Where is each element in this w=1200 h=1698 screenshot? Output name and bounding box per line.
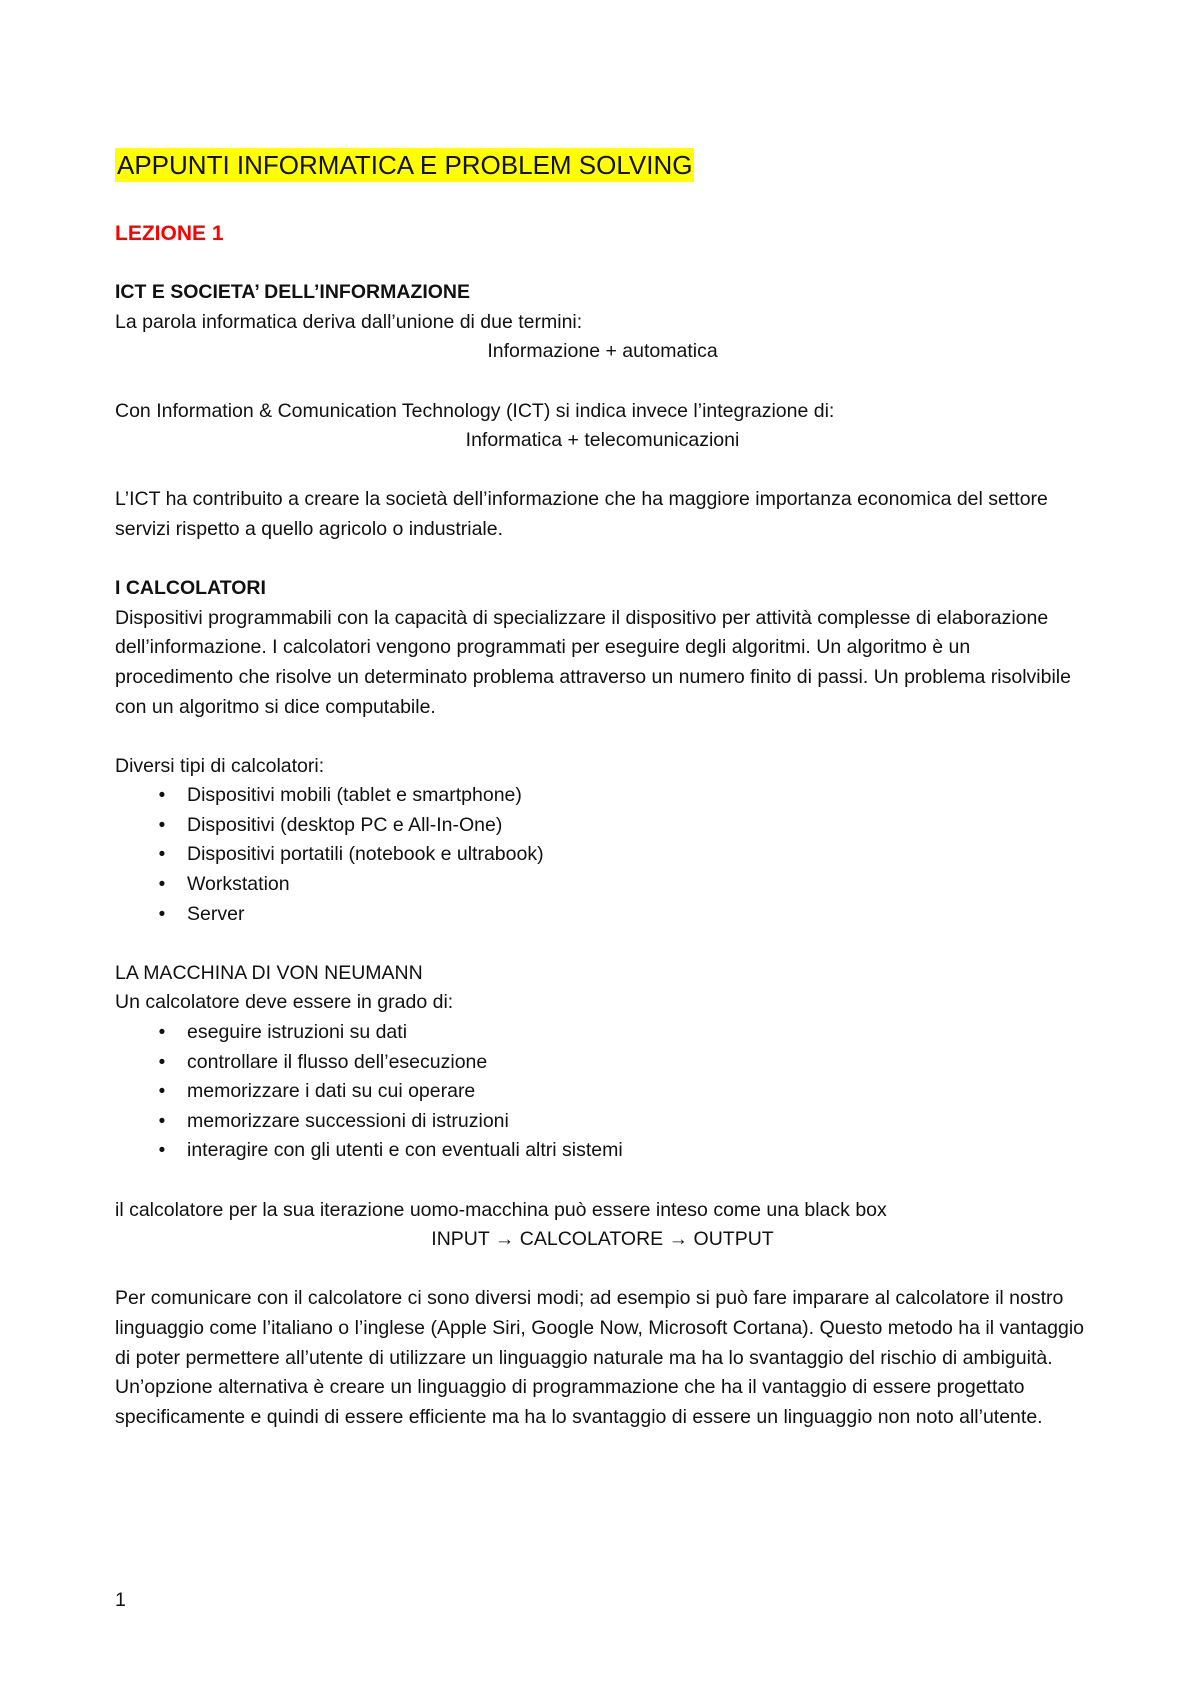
io-flow	[115, 1225, 1090, 1255]
list-item	[115, 781, 1090, 811]
list-item-text: memorizzare i dati su cui operare	[187, 1080, 476, 1103]
list-item-text: Dispositivi (desktop PC e All-In-One)	[187, 813, 503, 836]
list-item-text: memorizzare successioni di istruzioni	[187, 1109, 509, 1132]
arrow-right-icon: →	[494, 1228, 515, 1251]
bullet-icon: •	[158, 1081, 166, 1103]
bullet-icon: •	[158, 874, 166, 896]
section-calcolatori-paragraph: Dispositivi programmabili con la capacità di specializzare il dispositivo per attività complesse di elaborazione dell’informazione. I calcolatori vengono programmati per eseguire degli algoritmi. Un algoritmo è un procedimento che risolve un determinato problema attraverso un numero finito di passi. Un problema risolvibile con un algoritmo si dice computabile.	[115, 606, 1071, 718]
spacer	[115, 456, 1090, 486]
list-item-text: Workstation	[187, 873, 290, 896]
lesson-heading: LEZIONE 1	[115, 221, 224, 245]
list-item	[115, 840, 1090, 870]
spacer	[115, 545, 1090, 575]
formula-ict: Informatica + telecomunicazioni	[465, 429, 740, 452]
section-calcolatori-heading: I CALCOLATORI	[115, 577, 266, 600]
list-item-text: Dispositivi mobili (tablet e smartphone)	[187, 784, 522, 807]
section-von-neumann	[115, 959, 1090, 1433]
list-item-text: Server	[187, 902, 245, 925]
neumann-list	[115, 1018, 1090, 1166]
bullet-icon: •	[158, 1110, 166, 1132]
section-ict-paragraph: L’ICT ha contribuito a creare la società dell’informazione che ha maggiore importanza economica del settore servizi rispetto a quello agricolo o industriale.	[115, 488, 1048, 540]
list-item	[115, 1107, 1090, 1137]
flow-input: INPUT	[431, 1228, 490, 1251]
list-item	[115, 870, 1090, 900]
page-number: 1	[115, 1589, 126, 1611]
bullet-icon: •	[158, 903, 166, 925]
calcolatori-list	[115, 781, 1090, 929]
spacer	[115, 1255, 1090, 1285]
blackbox-sentence: il calcolatore per la sua iterazione uomo-macchina può essere inteso come una black box	[115, 1198, 887, 1221]
communication-paragraph: Per comunicare con il calcolatore ci sono diversi modi; ad esempio si può fare imparare al calcolatore il nostro linguaggio come l’italiano o l’inglese (Apple Siri, Google Now, Microsoft Cortana). Questo metodo ha il vantaggio di poter permettere all’utente di utilizzare un linguaggio naturale ma ha lo svantaggio del rischio di ambiguità.	[115, 1287, 1085, 1369]
list-item	[115, 1048, 1090, 1078]
bullet-icon: •	[158, 844, 166, 866]
list-item	[115, 1136, 1090, 1166]
list-item	[115, 1018, 1090, 1048]
section-calcolatori	[115, 574, 1090, 929]
section-ict-definition: Con Information & Comunication Technology (ICT) si indica invece l’integrazione di:	[115, 399, 835, 422]
document-title: APPUNTI INFORMATICA E PROBLEM SOLVING	[117, 150, 693, 180]
spacer	[115, 1166, 1090, 1196]
section-ict-heading: ICT E SOCIETA’ DELL’INFORMAZIONE	[115, 281, 470, 304]
flow-output: OUTPUT	[693, 1228, 774, 1251]
bullet-icon: •	[158, 785, 166, 807]
neumann-list-intro: Un calcolatore deve essere in grado di:	[115, 991, 454, 1014]
section-ict	[115, 278, 1090, 544]
spacer	[115, 722, 1090, 752]
list-item	[115, 900, 1090, 930]
list-item-text: Dispositivi portatili (notebook e ultrabook)	[187, 843, 544, 866]
bullet-icon: •	[158, 1051, 166, 1073]
list-item-text: eseguire istruzioni su dati	[187, 1021, 408, 1044]
list-item	[115, 811, 1090, 841]
calcolatori-list-intro: Diversi tipi di calcolatori:	[115, 754, 325, 777]
list-item	[115, 1077, 1090, 1107]
section-neumann-heading: LA MACCHINA DI VON NEUMANN	[115, 961, 423, 984]
spacer	[115, 929, 1090, 959]
spacer	[115, 249, 1090, 279]
list-item-text: controllare il flusso dell’esecuzione	[187, 1050, 488, 1073]
bullet-icon: •	[158, 814, 166, 836]
formula-informatica: Informazione + automatica	[487, 340, 718, 363]
section-ict-intro: La parola informatica deriva dall’unione di due termini:	[115, 310, 583, 333]
bullet-icon: •	[158, 1022, 166, 1044]
page-content	[115, 148, 1090, 1432]
flow-calcolatore: CALCOLATORE	[519, 1228, 664, 1251]
bullet-icon: •	[158, 1140, 166, 1162]
arrow-right-icon: →	[668, 1228, 689, 1251]
spacer	[115, 367, 1090, 397]
list-item-text: interagire con gli utenti e con eventuali altri sistemi	[187, 1139, 623, 1162]
alternative-paragraph: Un’opzione alternativa è creare un linguaggio di programmazione che ha il vantaggio di essere progettato specificamente e quindi di essere efficiente ma ha lo svantaggio di essere un linguaggio non noto all’utente.	[115, 1376, 1043, 1428]
